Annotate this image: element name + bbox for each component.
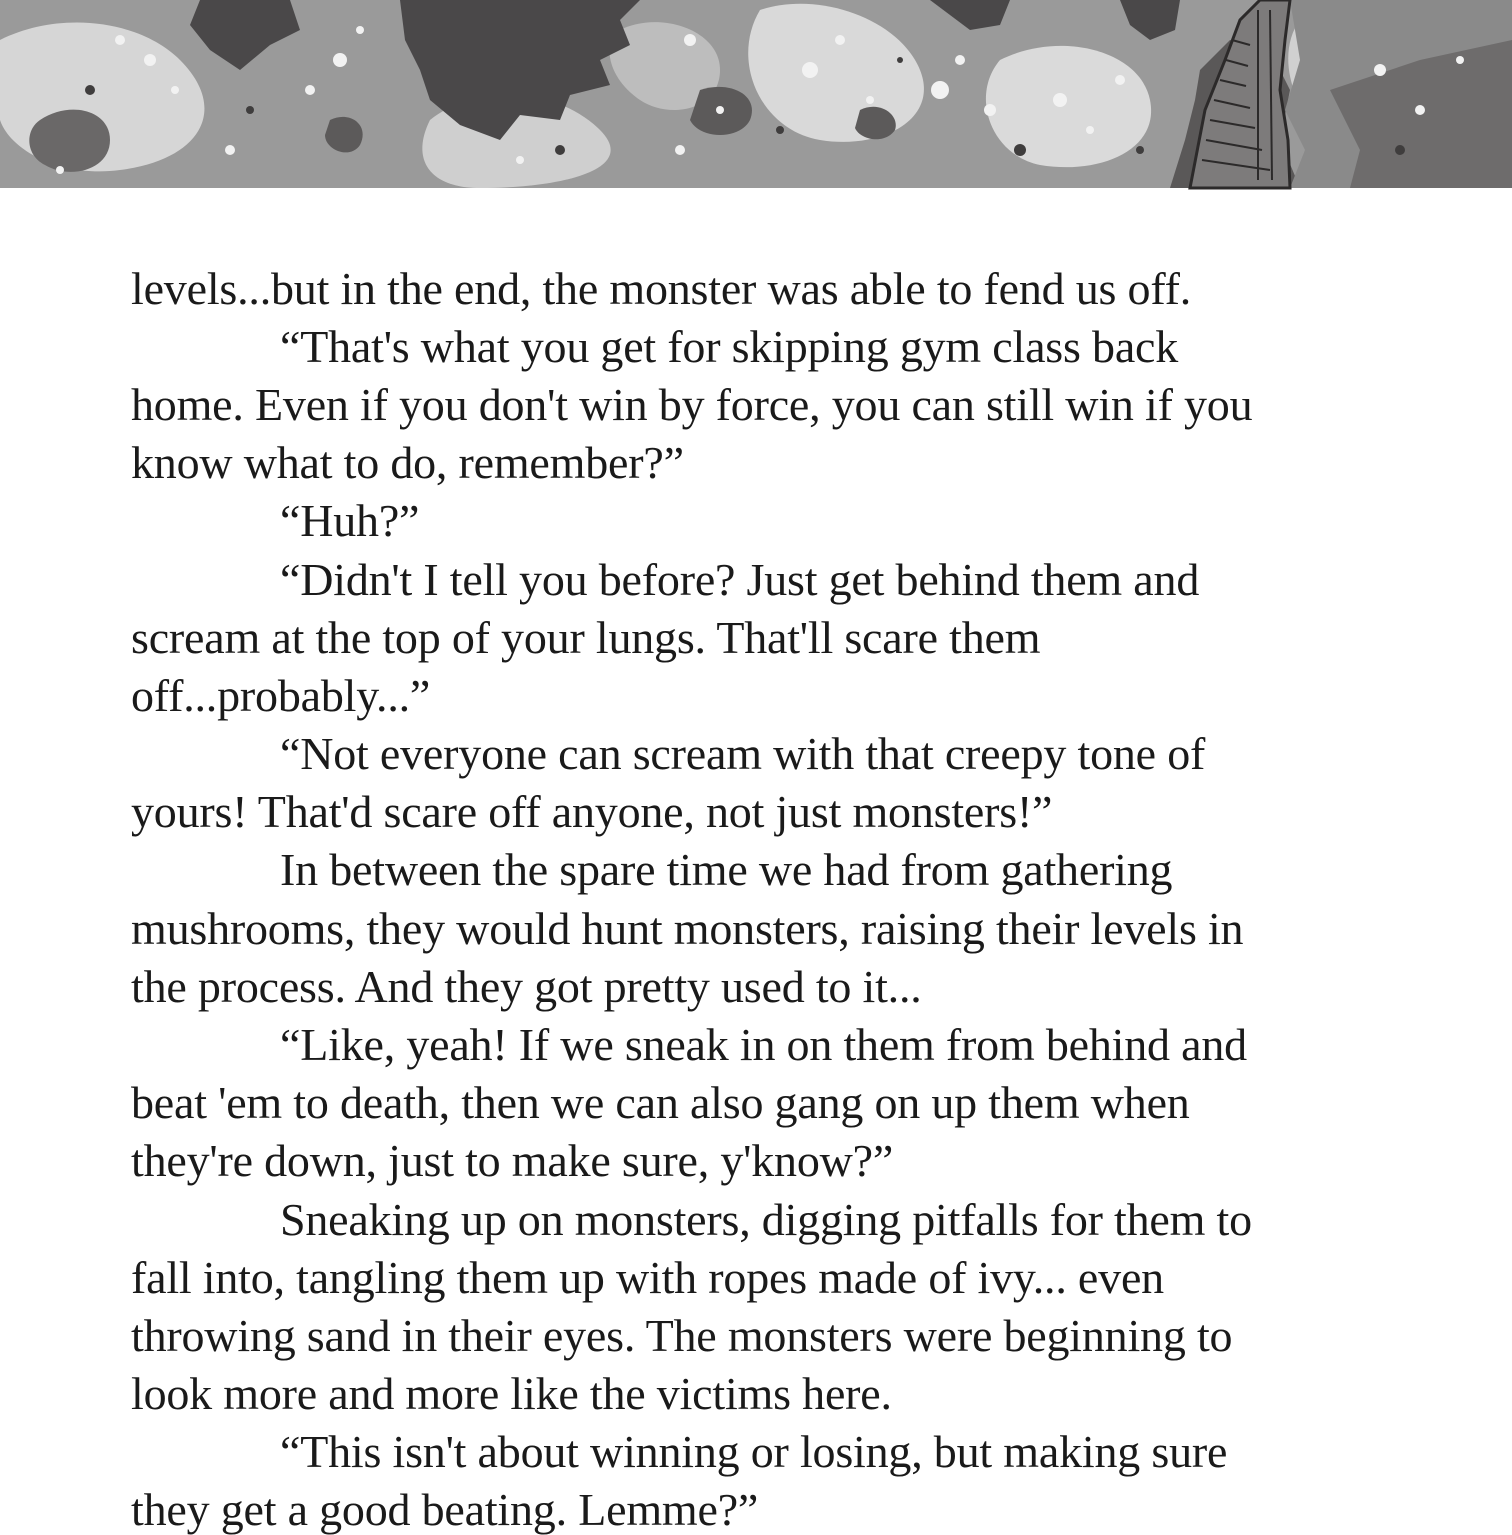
text-line: Sneaking up on monsters, digging pitfalls for them to [280,1194,1252,1245]
text-line: off...probably...” [131,670,431,721]
text-line: scream at the top of your lungs. That'll scare them [131,612,1041,663]
text-line: look more and more like the victims here. [131,1368,892,1419]
text-line: “That's what you get for skipping gym class back [280,321,1179,372]
text-line: beat 'em to death, then we can also gang on up them when [131,1077,1190,1128]
text-line: they get a good beating. Lemme?” [131,1484,759,1535]
text-line: “Like, yeah! If we sneak in on them from behind and [280,1019,1247,1070]
text-line: mushrooms, they would hunt monsters, raising their levels in [131,903,1244,954]
text-line: home. Even if you don't win by force, you can still win if you [131,379,1253,430]
text-line: fall into, tangling them up with ropes made of ivy... even [131,1252,1164,1303]
text-line: yours! That'd scare off anyone, not just monsters!” [131,786,1053,837]
text-line: “This isn't about winning or losing, but making sure [280,1426,1228,1477]
text-line: throwing sand in their eyes. The monsters were beginning to [131,1310,1233,1361]
text-line: know what to do, remember?” [131,437,684,488]
text-line: they're down, just to make sure, y'know?” [131,1135,894,1186]
text-line: “Not everyone can scream with that creepy tone of [280,728,1206,779]
text-line: the process. And they got pretty used to it... [131,961,922,1012]
text-line: levels...but in the end, the monster was able to fend us off. [131,263,1192,314]
text-line: In between the spare time we had from gathering [280,844,1173,895]
text-line: “Huh?” [280,495,420,546]
text-line: “Didn't I tell you before? Just get behind them and [280,554,1200,605]
